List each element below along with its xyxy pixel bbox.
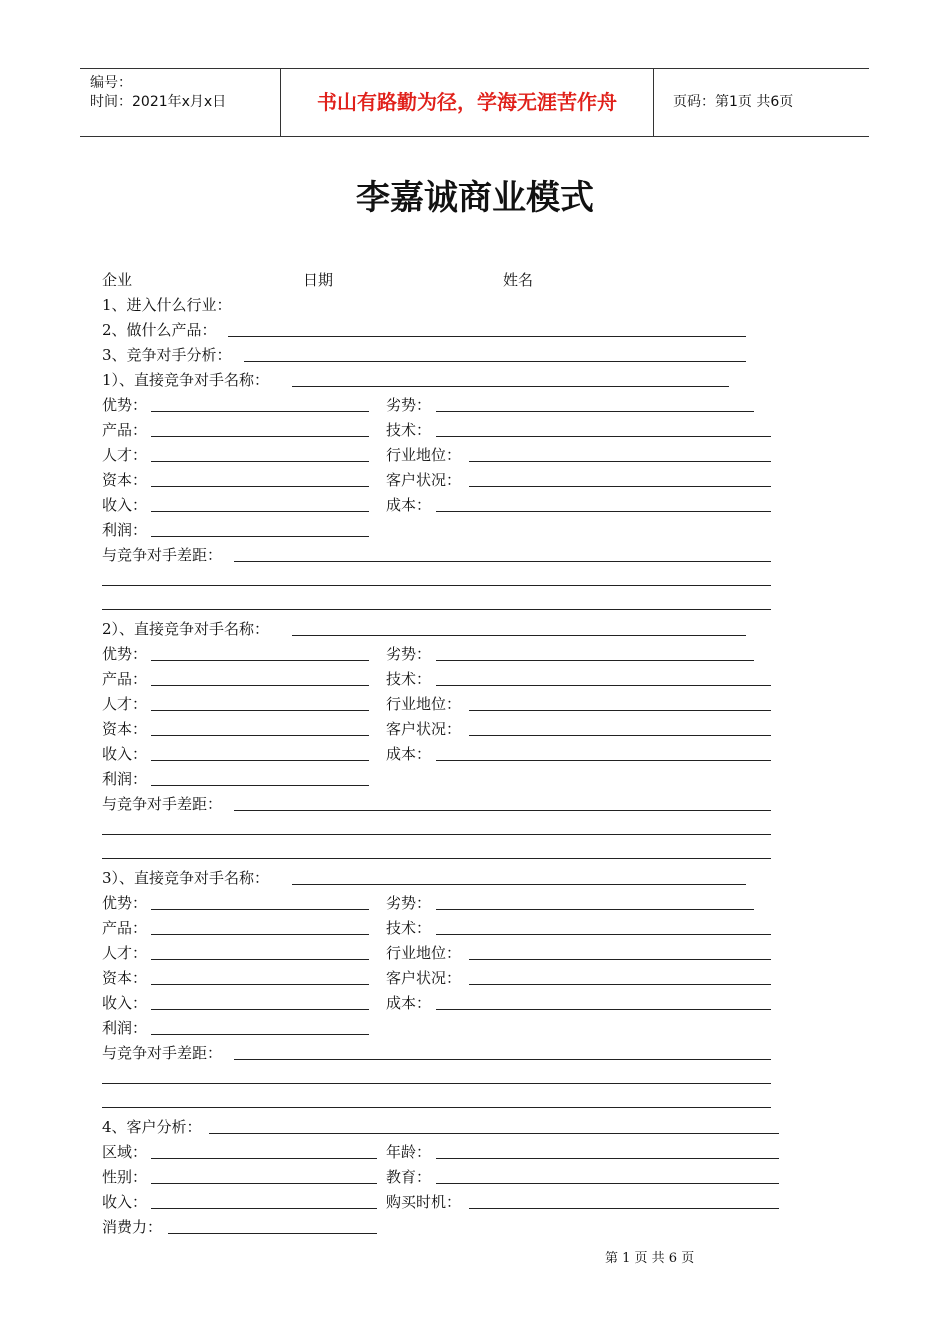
gap-line-extra[interactable] [102, 585, 771, 586]
advantage-label: 优势： [102, 645, 148, 663]
technology-label: 技术： [386, 421, 432, 439]
profit-line[interactable] [151, 785, 369, 786]
product-line[interactable] [228, 336, 746, 337]
purchase-timing-label: 购买时机： [386, 1193, 462, 1211]
spending-power-line[interactable] [168, 1233, 377, 1234]
income-label: 收入： [102, 745, 148, 763]
competitor-name-line[interactable] [292, 386, 729, 387]
gap-line-extra[interactable] [102, 609, 771, 610]
disadvantage-label: 劣势： [386, 645, 432, 663]
profit-line[interactable] [151, 536, 369, 537]
gap-line-extra[interactable] [102, 1083, 771, 1084]
customer-status-line[interactable] [469, 486, 771, 487]
education-line[interactable] [436, 1183, 779, 1184]
question-competitors: 3、竞争对手分析： [102, 346, 232, 364]
time-label: 时间：2021年x月x日 [90, 94, 227, 110]
disadvantage-label: 劣势： [386, 894, 432, 912]
product-field-line[interactable] [151, 685, 369, 686]
product-field-line[interactable] [151, 934, 369, 935]
capital-label: 资本： [102, 969, 148, 987]
age-label: 年龄： [386, 1143, 432, 1161]
motto: 书山有路勤为径，学海无涯苦作舟 [281, 69, 654, 136]
education-label: 教育： [386, 1168, 432, 1186]
talent-label: 人才： [102, 695, 148, 713]
competitor-analysis-line[interactable] [244, 361, 746, 362]
question-industry: 1、进入什么行业： [102, 296, 232, 314]
customer-status-label: 客户状况： [386, 471, 462, 489]
page-info-text: 页码：第1页 共6页 [673, 94, 794, 110]
income-line[interactable] [151, 1009, 369, 1010]
income-label: 收入： [102, 496, 148, 514]
question-product: 2、做什么产品： [102, 321, 217, 339]
gap-line-extra[interactable] [102, 834, 771, 835]
technology-line[interactable] [436, 934, 771, 935]
gap-line-extra[interactable] [102, 858, 771, 859]
customer-income-line[interactable] [151, 1208, 377, 1209]
spending-power-label: 消费力： [102, 1218, 163, 1236]
gap-line-extra[interactable] [102, 1107, 771, 1108]
customer-status-line[interactable] [469, 735, 771, 736]
advantage-label: 优势： [102, 894, 148, 912]
cost-label: 成本： [386, 496, 432, 514]
disadvantage-label: 劣势： [386, 396, 432, 414]
gap-line[interactable] [234, 561, 771, 562]
industry-position-line[interactable] [469, 461, 771, 462]
customer-status-label: 客户状况： [386, 969, 462, 987]
competitor-name-line[interactable] [292, 635, 746, 636]
product-label: 产品： [102, 421, 148, 439]
gap-label: 与竞争对手差距： [102, 1044, 223, 1062]
profit-label: 利润： [102, 521, 148, 539]
advantage-line[interactable] [151, 660, 369, 661]
region-label: 区域： [102, 1143, 148, 1161]
talent-line[interactable] [151, 959, 369, 960]
income-label: 收入： [102, 994, 148, 1012]
talent-line[interactable] [151, 461, 369, 462]
technology-line[interactable] [436, 436, 771, 437]
page-footer: 第 1 页 共 6 页 [605, 1251, 695, 1266]
competitor-heading: 2）、直接竞争对手名称： [102, 620, 270, 638]
cost-line[interactable] [436, 1009, 771, 1010]
industry-position-label: 行业地位： [386, 446, 462, 464]
competitor-heading: 1）、直接竞争对手名称： [102, 371, 270, 389]
company-label: 企业 [102, 271, 133, 289]
product-field-line[interactable] [151, 436, 369, 437]
capital-label: 资本： [102, 471, 148, 489]
disadvantage-line[interactable] [436, 660, 754, 661]
technology-label: 技术： [386, 670, 432, 688]
gap-label: 与竞争对手差距： [102, 546, 223, 564]
profit-label: 利润： [102, 770, 148, 788]
date-label: 日期 [303, 271, 334, 289]
gap-line[interactable] [234, 810, 771, 811]
cost-line[interactable] [436, 760, 771, 761]
advantage-label: 优势： [102, 396, 148, 414]
technology-line[interactable] [436, 685, 771, 686]
region-line[interactable] [151, 1158, 377, 1159]
customer-income-label: 收入： [102, 1193, 148, 1211]
gap-line[interactable] [234, 1059, 771, 1060]
disadvantage-line[interactable] [436, 411, 754, 412]
talent-line[interactable] [151, 710, 369, 711]
advantage-line[interactable] [151, 411, 369, 412]
technology-label: 技术： [386, 919, 432, 937]
page-title: 李嘉诚商业模式 [356, 178, 594, 218]
income-line[interactable] [151, 760, 369, 761]
product-label: 产品： [102, 919, 148, 937]
industry-position-label: 行业地位： [386, 695, 462, 713]
competitor-heading: 3）、直接竞争对手名称： [102, 869, 270, 887]
capital-line[interactable] [151, 984, 369, 985]
customer-analysis-line[interactable] [209, 1133, 779, 1134]
page-info [663, 69, 869, 136]
disadvantage-line[interactable] [436, 909, 754, 910]
purchase-timing-line[interactable] [469, 1208, 779, 1209]
product-label: 产品： [102, 670, 148, 688]
id-label: 编号： [90, 75, 132, 91]
question-customer: 4、客户分析： [102, 1118, 202, 1136]
profit-line[interactable] [151, 1034, 369, 1035]
cost-label: 成本： [386, 745, 432, 763]
header-left-cell [80, 69, 281, 136]
capital-line[interactable] [151, 486, 369, 487]
name-label: 姓名 [503, 271, 534, 289]
cost-line[interactable] [436, 511, 771, 512]
customer-status-label: 客户状况： [386, 720, 462, 738]
customer-status-line[interactable] [469, 984, 771, 985]
gap-label: 与竞争对手差距： [102, 795, 223, 813]
gender-line[interactable] [151, 1183, 377, 1184]
talent-label: 人才： [102, 944, 148, 962]
industry-position-line[interactable] [469, 710, 771, 711]
capital-line[interactable] [151, 735, 369, 736]
age-line[interactable] [436, 1158, 779, 1159]
industry-position-line[interactable] [469, 959, 771, 960]
gender-label: 性别： [102, 1168, 148, 1186]
talent-label: 人才： [102, 446, 148, 464]
industry-position-label: 行业地位： [386, 944, 462, 962]
cost-label: 成本： [386, 994, 432, 1012]
income-line[interactable] [151, 511, 369, 512]
capital-label: 资本： [102, 720, 148, 738]
advantage-line[interactable] [151, 909, 369, 910]
header-table [80, 68, 869, 137]
competitor-name-line[interactable] [292, 884, 746, 885]
profit-label: 利润： [102, 1019, 148, 1037]
